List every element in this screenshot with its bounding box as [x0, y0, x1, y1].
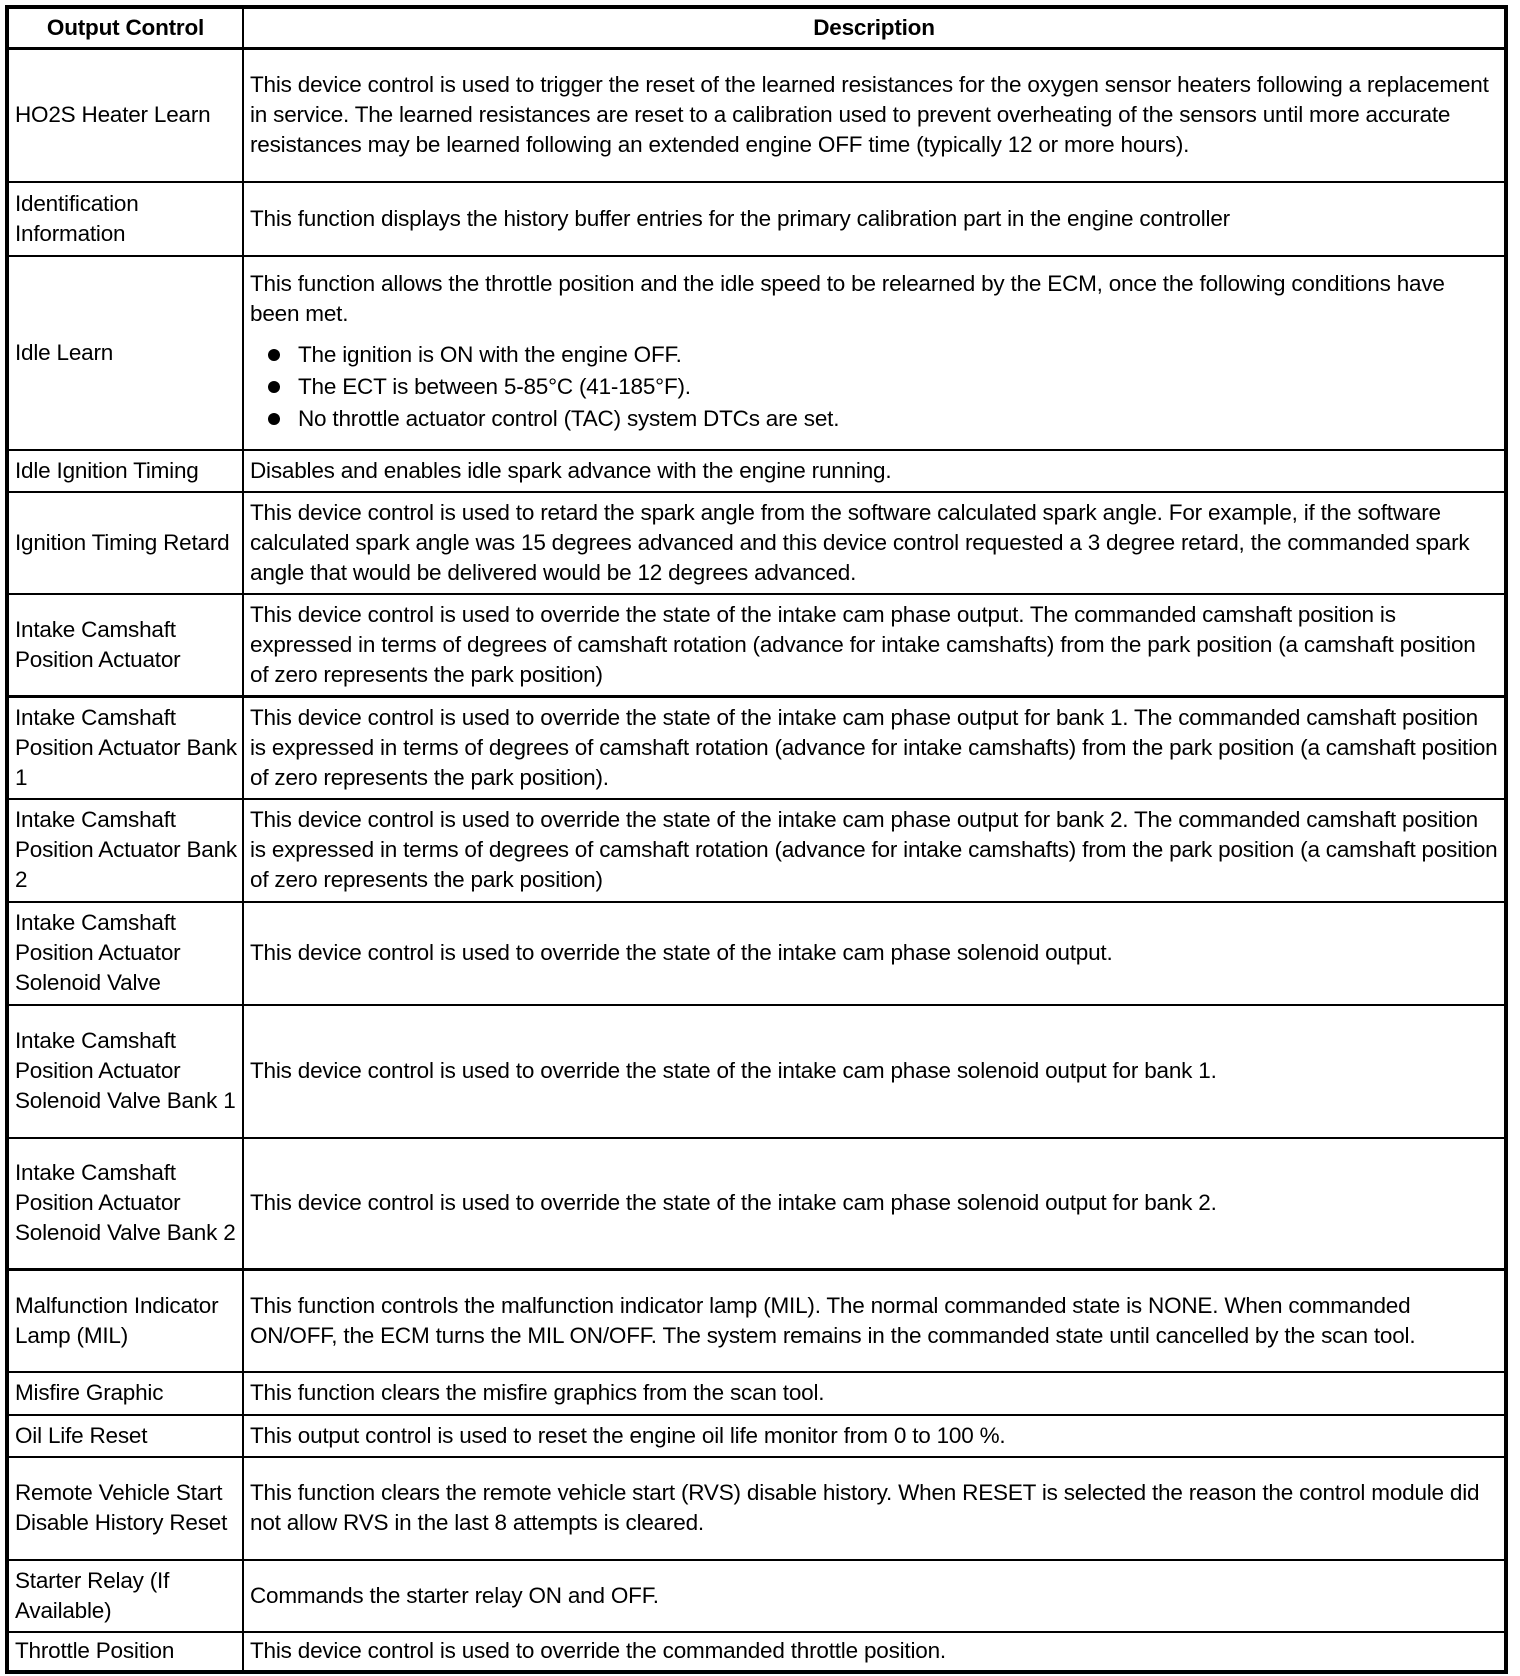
output-control-cell: Intake Camshaft Position Actuator — [7, 594, 243, 697]
output-control-cell: Idle Ignition Timing — [7, 450, 243, 492]
description-cell — [243, 1138, 1506, 1270]
description-text: Disables and enables idle spark advance with the engine running. — [250, 457, 892, 483]
output-control-cell: Intake Camshaft Position Actuator Solenoid Valve Bank 2 — [7, 1138, 243, 1270]
condition-item — [268, 339, 1498, 371]
table-row — [7, 902, 1506, 1005]
output-control-cell: Starter Relay (If Available) — [7, 1560, 243, 1632]
table-row — [7, 450, 1506, 492]
output-control-cell: Throttle Position — [7, 1632, 243, 1672]
output-control-cell: Oil Life Reset — [7, 1415, 243, 1457]
description-text: This device control is used to override the commanded throttle position. — [250, 1638, 946, 1663]
condition-item — [268, 403, 1498, 435]
description-text: This device control is used to override the state of the intake cam phase output for bank 1. The commanded camshaft position is expressed in terms of degrees of camshaft rotation (advance for intake camshafts) from the park position (a camshaft position of zero represents the park position). — [250, 704, 1498, 790]
description-text: This device control is used to retard the spark angle from the software calculated spark angle. For example, if the software calculated spark angle was 15 degrees advanced and this device control requested a 3 degree retard, the commanded spark angle that would be delivered would be 12 degrees advanced. — [250, 499, 1470, 585]
condition-text: No throttle actuator control (TAC) system DTCs are set. — [298, 405, 840, 431]
table-header-row — [7, 7, 1506, 49]
description-text: This device control is used to override the state of the intake cam phase solenoid output. — [250, 940, 1113, 965]
table-row — [7, 1457, 1506, 1560]
output-control-cell: Misfire Graphic — [7, 1372, 243, 1415]
description-text: This function displays the history buffer entries for the primary calibration part in the engine controller — [250, 205, 1230, 231]
description-text: This output control is used to reset the engine oil life monitor from 0 to 100 %. — [250, 1422, 1006, 1448]
description-cell — [243, 594, 1506, 697]
description-cell — [243, 182, 1506, 256]
description-cell — [243, 902, 1506, 1005]
condition-item — [268, 371, 1498, 403]
column-header-output-control: Output Control — [7, 7, 243, 49]
description-cell — [243, 1005, 1506, 1138]
output-control-cell: Malfunction Indicator Lamp (MIL) — [7, 1270, 243, 1372]
bullet-icon — [268, 349, 280, 361]
conditions-list — [250, 339, 1498, 435]
output-control-cell: Ignition Timing Retard — [7, 492, 243, 594]
table-row — [7, 1560, 1506, 1632]
table-row — [7, 182, 1506, 256]
table-row — [7, 697, 1506, 799]
description-cell — [243, 256, 1506, 450]
description-cell — [243, 697, 1506, 799]
description-text: This device control is used to override the state of the intake cam phase output. The commanded camshaft position is expressed in terms of degrees of camshaft rotation (advance for intake camshafts) from the park position (a camshaft position of zero represents the park position) — [250, 601, 1476, 687]
output-control-cell: Intake Camshaft Position Actuator Solenoid Valve Bank 1 — [7, 1005, 243, 1138]
description-cell — [243, 1415, 1506, 1457]
description-cell — [243, 799, 1506, 902]
description-text: This function controls the malfunction indicator lamp (MIL). The normal commanded state is NONE. When commanded ON/OFF, the ECM turns the MIL ON/OFF. The system remains in the commanded state until cancelled by the scan tool. — [250, 1292, 1416, 1348]
table-row — [7, 1632, 1506, 1672]
output-control-cell: Intake Camshaft Position Actuator Bank 1 — [7, 697, 243, 799]
bullet-icon — [268, 381, 280, 393]
table-row — [7, 256, 1506, 450]
table-row — [7, 1138, 1506, 1270]
description-text: This device control is used to trigger the reset of the learned resistances for the oxygen sensor heaters following a replacement in service. The learned resistances are reset to a calibration used to prevent overheating of the sensors until more accurate resistances may be learned following an extended engine OFF time (typically 12 or more hours). — [250, 72, 1489, 158]
table-row — [7, 1005, 1506, 1138]
table-body — [7, 49, 1506, 1672]
output-control-cell: Idle Learn — [7, 256, 243, 450]
description-cell — [243, 1270, 1506, 1372]
output-control-cell: Intake Camshaft Position Actuator Bank 2 — [7, 799, 243, 902]
table-row — [7, 1270, 1506, 1372]
description-text: Commands the starter relay ON and OFF. — [250, 1582, 659, 1608]
table-row — [7, 492, 1506, 594]
output-control-cell: Remote Vehicle Start Disable History Reset — [7, 1457, 243, 1560]
description-text: This device control is used to override the state of the intake cam phase output for bank 2. The commanded camshaft position is expressed in terms of degrees of camshaft rotation (advance for intake camshafts) from the park position (a camshaft position of zero represents the park position) — [250, 807, 1498, 892]
table-row — [7, 1415, 1506, 1457]
description-text: This device control is used to override the state of the intake cam phase solenoid output for bank 2. — [250, 1190, 1217, 1216]
description-text: This function allows the throttle position and the idle speed to be relearned by the ECM, once the following conditions have been met. — [250, 270, 1445, 326]
description-text: This device control is used to override the state of the intake cam phase solenoid output for bank 1. — [250, 1058, 1217, 1083]
description-cell — [243, 1372, 1506, 1415]
description-text: This function clears the misfire graphics from the scan tool. — [250, 1380, 825, 1405]
output-control-cell: Identification Information — [7, 182, 243, 256]
table-row — [7, 799, 1506, 902]
condition-text: The ignition is ON with the engine OFF. — [298, 341, 682, 367]
output-control-cell: Intake Camshaft Position Actuator Solenoid Valve — [7, 902, 243, 1005]
output-control-cell: HO2S Heater Learn — [7, 49, 243, 182]
column-header-description: Description — [243, 7, 1506, 49]
description-text: This function clears the remote vehicle start (RVS) disable history. When RESET is selected the reason the control module did not allow RVS in the last 8 attempts is cleared. — [250, 1480, 1480, 1535]
table-row — [7, 49, 1506, 182]
table-row — [7, 594, 1506, 697]
description-cell — [243, 492, 1506, 594]
description-cell — [243, 49, 1506, 182]
condition-text: The ECT is between 5-85°C (41-185°F). — [298, 373, 691, 399]
description-cell — [243, 450, 1506, 492]
description-cell — [243, 1560, 1506, 1632]
description-cell — [243, 1457, 1506, 1560]
output-control-table — [5, 5, 1508, 1674]
bullet-icon — [268, 413, 280, 425]
description-cell — [243, 1632, 1506, 1672]
table-row — [7, 1372, 1506, 1415]
